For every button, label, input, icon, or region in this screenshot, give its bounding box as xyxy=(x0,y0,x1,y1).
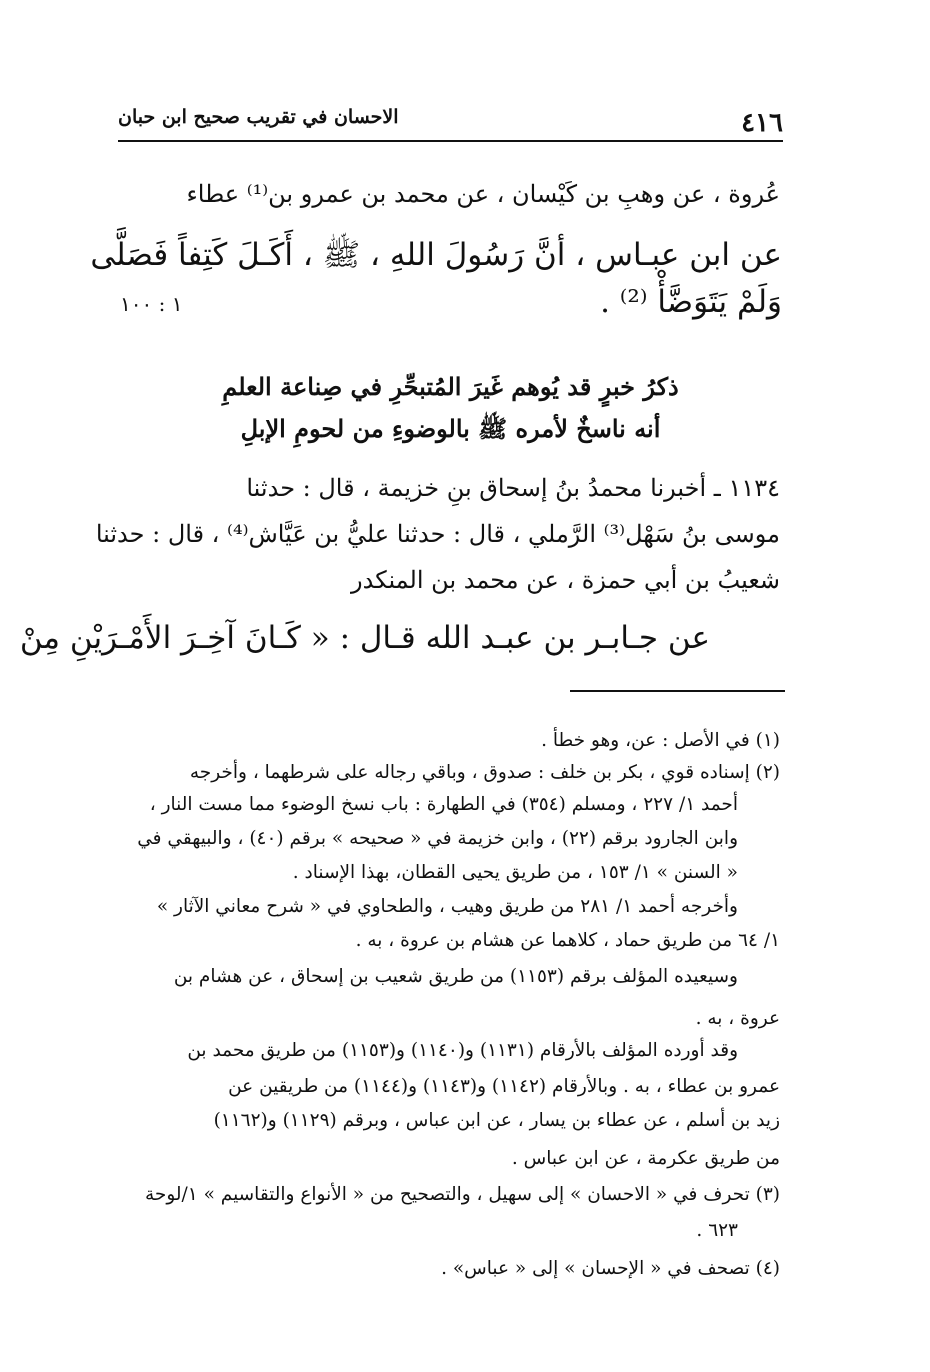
hadith-line-2: وَلَمْ يَتَوَضَّأْ ⁽²⁾ . xyxy=(600,284,782,320)
isnad-line-3: شعيبُ بن أبي حمزة ، عن محمد بن المنكدر xyxy=(351,566,780,594)
isnad-line-1: ١١٣٤ ـ أخبرنا محمدُ بنُ إسحاق بنِ خزيمة ، قال : حدثنا xyxy=(246,474,780,502)
footnote-2-line-12: من طريق عكرمة ، عن ابن عباس . xyxy=(511,1148,780,1169)
footnote-2-line-9: وقد أورده المؤلف بالأرقام (١١٣١) و(١١٤٠) و(١١٥٣) من طريق محمد بن xyxy=(187,1040,738,1061)
footnote-2-line-7: وسيعيده المؤلف برقم (١١٥٣) من طريق شعيب بن إسحاق ، عن هشام بن xyxy=(173,966,738,987)
footnote-2-line-5: وأخرجه أحمد ١/ ٢٨١ من طريق وهيب ، والطحاوي في « شرح معاني الآثار » xyxy=(156,896,738,917)
chapter-title-line-2: أنه ناسخٌ لأمره ﷺ بالوضوءِ من لحومِ الإبلِ xyxy=(240,414,661,443)
hadith-line-1: عن ابن عبـاس ، أنَّ رَسُولَ اللهِ ، ﷺ ، أَكَـلَ كَتِفاً فَصَلَّى xyxy=(90,237,782,273)
header-rule xyxy=(118,140,783,142)
footnote-2-line-10: عمرو بن عطاء ، به . وبالأرقام (١١٤٢) و(١١٤٣) و(١١٤٤) من طريقين عن xyxy=(228,1076,780,1097)
footnote-2-line-11: زيد بن أسلم ، عن عطاء بن يسار ، عن ابن عباس ، وبرقم (١١٢٩) و(١١٦٢) xyxy=(213,1110,780,1131)
page-number: ٤١٦ xyxy=(741,108,783,138)
footnote-2-line-6: ١/ ٦٤ من طريق حماد ، كلاهما عن هشام بن عروة ، به . xyxy=(355,930,780,951)
chapter-title-line-1: ذكرُ خبرٍ قد يُوهم غَيرَ المُتبحِّرِ في صِناعة العلمِ xyxy=(222,372,679,401)
footnote-2-line-2: أحمد ١/ ٢٢٧ ، ومسلم (٣٥٤) في الطهارة : باب نسخ الوضوء مما مست النار ، xyxy=(149,794,738,815)
footnote-2-line-3: وابن الجارود برقم (٢٢) ، وابن خزيمة في « صحيحه » برقم (٤٠) ، والبيهقي في xyxy=(137,828,738,849)
footnote-2-line-1: (٢) إسناده قوي ، بكر بن خلف : صدوق ، وباقي رجاله على شرطهما ، وأخرجه xyxy=(189,762,780,783)
footnote-2-line-4: « السنن » ١/ ١٥٣ ، من طريق يحيى القطان، بهذا الإسناد . xyxy=(292,862,738,883)
footnote-2-line-8: عروة ، به . xyxy=(695,1008,780,1029)
cross-reference: ١ : ١٠٠ xyxy=(120,292,183,316)
footnote-1: (١) في الأصل : عن، وهو خطأ . xyxy=(541,730,780,751)
footnote-3-line-1: (٣) تحرف في « الاحسان » إلى سهيل ، والتصحيح من « الأنواع والتقاسيم » ١/لوحة xyxy=(144,1184,780,1205)
footnote-rule xyxy=(570,690,785,692)
running-title: الاحسان في تقريب صحيح ابن حبان xyxy=(118,106,399,128)
hadith2-line-1: عن جـابـر بن عبـد الله قـال : « كَـانَ آخِـرَ الأَمْـرَيْنِ مِنْ xyxy=(19,620,710,656)
continuation-line: عُروة ، عن وهبِ بن كَيْسان ، عن محمد بن عمرو بن⁽¹⁾ عطاء xyxy=(186,180,780,208)
footnote-4: (٤) تصحف في « الإحسان » إلى « عباس» . xyxy=(441,1258,780,1279)
page-header xyxy=(118,96,783,140)
isnad-line-2: موسى بنُ سَهْل⁽³⁾ الرَّملي ، قال : حدثنا عليُّ بن عَيَّاش⁽⁴⁾ ، قال : حدثنا xyxy=(95,520,780,548)
footnote-3-line-2: ٦٢٣ . xyxy=(696,1220,738,1241)
